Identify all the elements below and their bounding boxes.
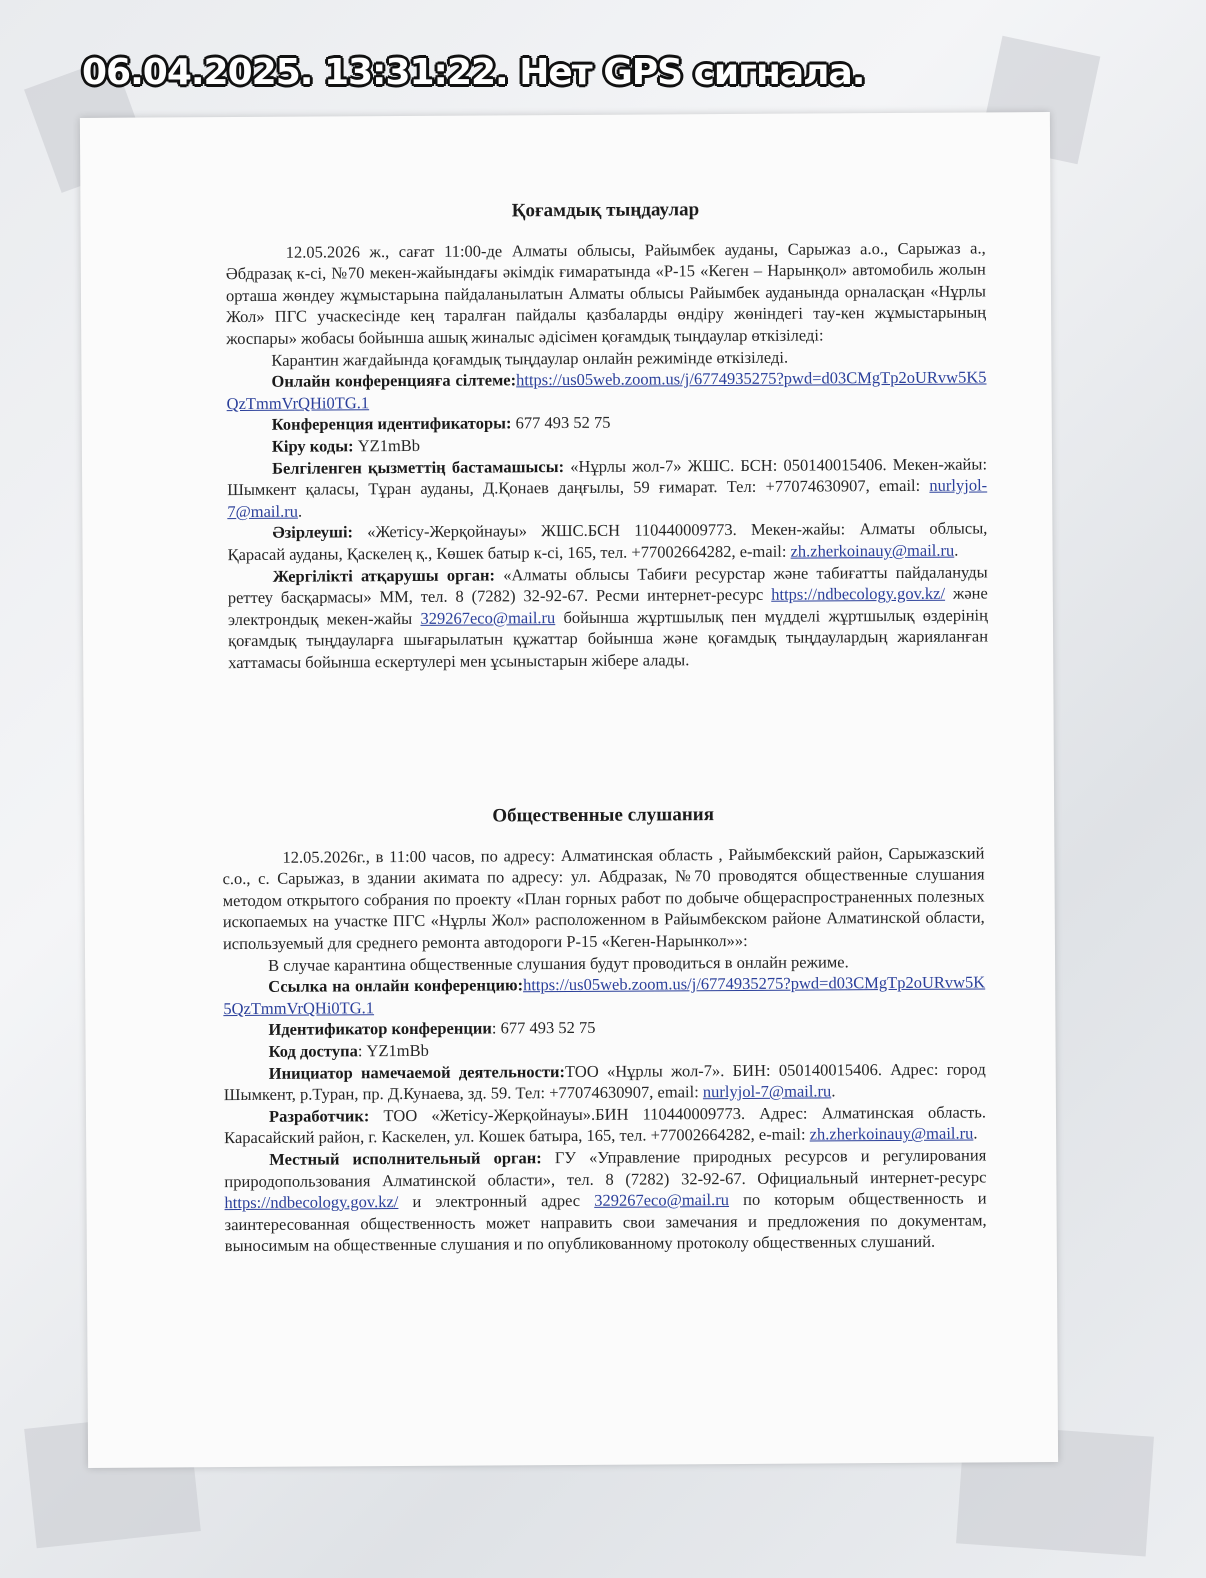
photo-timestamp: 06.04.2025. 13:31:22. Нет GPS сигнала. (82, 52, 865, 93)
kz-code-label: Кіру коды: (271, 436, 354, 456)
ru-initiator-email[interactable]: nurlyjol-7@mail.ru (702, 1081, 832, 1102)
kz-developer-text: «Жетісу-Жерқойнауы» ЖШС.БСН 110440009773. Мекен-жайы: Алматы облысы, Қарасай ауданы, Қаскелең қ., Көшек батыр к-сі, 165, тел. +77002664282, e-mail: (227, 518, 988, 564)
ru-initiator-text: ТОО «Нұрлы жол-7». БИН: 050140015406. Адрес: город Шымкент, р.Туран, пр. Д.Кунаева, зд. 59. Тел: +77074630907, email: (223, 1058, 986, 1105)
kz-local-label: Жергілікті атқарушы орган: (272, 564, 496, 586)
kz-developer: Әзірлеуші: «Жетісу-Жерқойнауы» ЖШС.БСН 110440009773. Мекен-жайы: Алматы облысы, Қарасай ауданы, Қаскелең қ., Көшек батыр к-сі, 165, тел. +77002664282, e-mail: zh.zherkoinauy@mail.ru. (227, 518, 988, 564)
kz-link-label: Онлайн конференцияға сілтеме: (271, 370, 517, 391)
kz-code-value: YZ1mBb (353, 435, 421, 456)
kazakh-section (225, 197, 988, 673)
kz-link-paragraph (226, 367, 986, 415)
ru-intro: 12.05.2026г., в 11:00 часов, по адресу: Алматинская область , Райымбекский район, Сарыжазский с.о., с. Сарыжаз, в здании акимата по адресу: ул. Абдразак, №70 проводятся общественные слушания методом открытого собрания по проекту «План горных работ по добыче общераспространенных полезных ископаемых на участке ПГС «Нұрлы Жол» расположенном в Райымбекском районе Алматинской области, используемый для среднего ремонта автодороги Р-15 «Кеген-Нарынкол»»: (222, 843, 985, 954)
ru-developer-text: ТОО «Жетісу-Жерқойнауы».БИН 110440009773. Адрес: Алматинская область. Карасайский район, г. Каскелен, ул. Кошек батыра, 165, тел. +77002664282, e-mail: (224, 1102, 987, 1148)
kz-developer-label: Әзірлеуші: (272, 522, 354, 543)
ru-local-site[interactable]: https://ndbecology.gov.kz/ (224, 1192, 399, 1213)
kz-initiator-text: «Нұрлы жол-7» ЖШС. БСН: 050140015406. Мекен-жайы: Шымкент қаласы, Тұран ауданы, Д.Қонаев даңғылы, 59 ғимарат. Тел: +77074630907, email: (227, 453, 988, 500)
kz-id-label: Конференция идентификаторы: (271, 413, 512, 435)
ru-zoom-link[interactable]: https://us05web.zoom.us/j/6774935275?pwd=d03CMgTp2oURvw5K5QzTmmVrQHi0TG.1 (223, 972, 986, 1018)
kz-quarantine: Карантин жағдайында қоғамдық тыңдаулар онлайн режимінде өткізіледі. (271, 347, 789, 370)
kz-local-site[interactable]: https://ndbecology.gov.kz/ (771, 583, 946, 604)
ru-id-value: : 677 493 52 75 (491, 1018, 596, 1038)
kz-title: Қоғамдық тыңдаулар (511, 199, 700, 222)
kz-local-text3: бойынша жұртшылық пен мүдделі жұртшылық өздерінің қоғамдық тыңдауларға шығарылатын құжаттар бойынша және қоғамдық тыңдаулардың жарияланған хаттамасы бойынша ескертулері мен ұсыныстарын жібере алады. (228, 605, 989, 672)
ru-initiator: Инициатор намечаемой деятельности:ТОО «Нұрлы жол-7». БИН: 050140015406. Адрес: город Шымкент, р.Туран, пр. Д.Кунаева, зд. 59. Тел: +77074630907, email: nurlyjol-7@mail.ru. (223, 1058, 986, 1105)
ru-title: Общественные слушания (492, 804, 715, 827)
kz-intro: 12.05.2026 ж., сағат 11:00-де Алматы облысы, Райымбек ауданы, Сарыжаз а.о., Сарыжаз а., Әбдразақ к-сі, №70 мекен-жайындағы әкімдік ғимаратында «Р-15 «Кеген – Нарынқол» автомобиль жолын орташа жөндеу жұмыстарына пайдаланылатын Алматы облысы Райымбек ауданында орналасқан «Нұрлы Жол» ПГС учаскесінде кең таралған пайдалы қазбаларды өндіру жөніндегі тау-кен жұмыстарының жоспары» жобасы бойынша ашық жиналыс әдісімен қоғамдық тыңдаулар өткізіледі: (225, 238, 987, 349)
ru-link-label: Ссылка на онлайн конференцию: (268, 975, 524, 996)
ru-developer-label: Разработчик: (268, 1105, 370, 1126)
ru-initiator-label: Инициатор намечаемой деятельности: (268, 1061, 566, 1083)
ru-id-label: Идентификатор конференции (268, 1018, 492, 1040)
ru-local-email[interactable]: 329267eco@mail.ru (594, 1190, 730, 1210)
kz-initiator-email[interactable]: nurlyjol-7@mail.ru (227, 475, 988, 521)
kz-zoom-link[interactable]: https://us05web.zoom.us/j/6774935275?pwd=d03CMgTp2oURvw5K5QzTmmVrQHi0TG.1 (226, 367, 987, 413)
ru-code-value: : YZ1mBb (357, 1040, 429, 1061)
kz-developer-email[interactable]: zh.zherkoinauy@mail.ru (790, 540, 955, 561)
ru-local-authority (224, 1144, 987, 1257)
kz-local-email[interactable]: 329267eco@mail.ru (420, 607, 556, 628)
ru-quarantine: В случае карантина общественные слушания будут проводиться в онлайн режиме. (268, 951, 849, 975)
ru-developer: Разработчик: ТОО «Жетісу-Жерқойнауы».БИН 110440009773. Адрес: Алматинская область. Карасайский район, г. Каскелен, ул. Кошек батыра, 165, тел. +77002664282, e-mail: zh.zherkoinauy@mail.ru. (224, 1102, 987, 1148)
kz-id-value: 677 493 52 75 (511, 413, 611, 433)
ru-local-text1: ГУ «Управление природных ресурсов и регулирования природопользования Алматинской области», тел. 8 (7282) 32-92-67. Официальный интернет-ресурс (224, 1145, 987, 1191)
ru-code-label: Код доступа (268, 1041, 358, 1061)
notice-sheet (80, 112, 1058, 1468)
kz-initiator-label: Белгіленген қызметтің бастамашысы: (271, 456, 565, 478)
kz-local-text2: және электрондық мекен-жайы (227, 583, 988, 629)
kz-local-text1: «Алматы облысы Табиғи ресурстар және табиғатты пайдалануды реттеу басқармасы» ММ, тел. 8 (7282) 32-92-67. Ресми интернет-ресурс (227, 561, 988, 608)
kz-local-authority (228, 561, 989, 674)
ru-local-text3: по которым общественность и заинтересованная общественность может направить свои замечания и предложения по документам, выносимым на общественные слушания и по опубликованному протоколу общественных слушаний. (224, 1188, 987, 1256)
ru-developer-email[interactable]: zh.zherkoinauy@mail.ru (809, 1123, 974, 1144)
ru-link-paragraph (223, 972, 985, 1020)
ru-local-text2: и электронный адрес (398, 1190, 595, 1212)
russian-section (222, 802, 987, 1257)
ru-local-label: Местный исполнительный орган: (269, 1148, 542, 1169)
kz-initiator: Белгіленген қызметтің бастамашысы: «Нұрлы жол-7» ЖШС. БСН: 050140015406. Мекен-жайы: Шымкент қаласы, Тұран ауданы, Д.Қонаев даңғылы, 59 ғимарат. Тел: +77074630907, email: nurlyjol-7@mail.ru. (227, 453, 988, 521)
